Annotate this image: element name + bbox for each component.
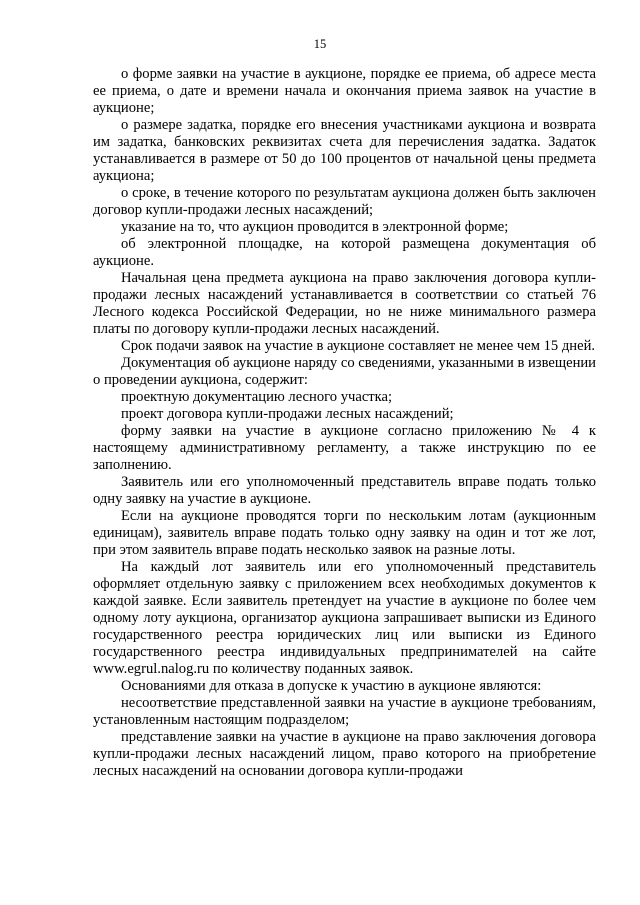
paragraph-deposit: о размере задатка, порядке его внесения участниками аукциона и возврата им задатка, банковских реквизитах счета для перечисления задатка. Задаток устанавливается в размере от 50 до 100 процентов от начальной цены предмета аукциона;	[93, 117, 596, 184]
paragraph-application-template: форму заявки на участие в аукционе согласно приложению № 4 к настоящему административному регламенту, а также инструкцию по ее заполнению.	[93, 423, 596, 473]
page-body	[93, 66, 596, 780]
paragraph-electronic-platform: об электронной площадке, на которой размещена документация об аукционе.	[93, 236, 596, 269]
paragraph-application-form: о форме заявки на участие в аукционе, порядке ее приема, об адресе места ее приема, о дате и времени начала и окончания приема заявок на участие в аукционе;	[93, 66, 596, 116]
page-number: 15	[313, 37, 327, 51]
paragraph-submission-period: Срок подачи заявок на участие в аукционе составляет не менее чем 15 дней.	[121, 338, 596, 354]
paragraph-draft-contract: проект договора купли-продажи лесных насаждений;	[121, 406, 454, 422]
paragraph-initial-price: Начальная цена предмета аукциона на право заключения договора купли-продажи лесных насаждений устанавливается в соответствии со статьей 76 Лесного кодекса Российской Федерации, но не ниже минимального размера платы по договору купли-продажи лесных насаждений.	[93, 270, 596, 337]
paragraph-lot-applications: На каждый лот заявитель или его уполномоченный представитель оформляет отдельную заявку с приложением всех необходимых документов к каждой заявке. Если заявитель претендует на участие в аукционе по более чем одному лоту аукциона, организатор аукциона запрашивает выписки из Единого государственного реестра юридических лиц или выписки из Единого государственного реестра индивидуальных предпринимателей на сайте www.egrul.nalog.ru по количеству поданных заявок.	[93, 559, 596, 677]
paragraph-electronic-form: указание на то, что аукцион проводится в электронной форме;	[121, 219, 509, 235]
paragraph-documentation: Документация об аукционе наряду со сведениями, указанными в извещении о проведении аукциона, содержит:	[93, 355, 596, 388]
paragraph-unauthorized-applicant: представление заявки на участие в аукционе на право заключения договора купли-продажи лесных насаждений лицом, право которого на приобретение лесных насаждений на основании договора купли-продажи	[93, 729, 596, 779]
paragraph-multiple-lots: Если на аукционе проводятся торги по нескольким лотам (аукционным единицам), заявитель вправе подать только одну заявку на один и тот же лот, при этом заявитель вправе подать несколько заявок на разные лоты.	[93, 508, 596, 558]
paragraph-project-docs: проектную документацию лесного участка;	[121, 389, 393, 405]
paragraph-contract-term: о сроке, в течение которого по результатам аукциона должен быть заключен договор купли-продажи лесных насаждений;	[93, 185, 596, 218]
paragraph-single-application: Заявитель или его уполномоченный представитель вправе подать только одну заявку на участие в аукционе.	[93, 474, 596, 507]
paragraph-refusal-grounds: Основаниями для отказа в допуске к участию в аукционе являются:	[121, 678, 542, 694]
paragraph-nonconformity: несоответствие представленной заявки на участие в аукционе требованиям, установленным настоящим подразделом;	[93, 695, 596, 728]
